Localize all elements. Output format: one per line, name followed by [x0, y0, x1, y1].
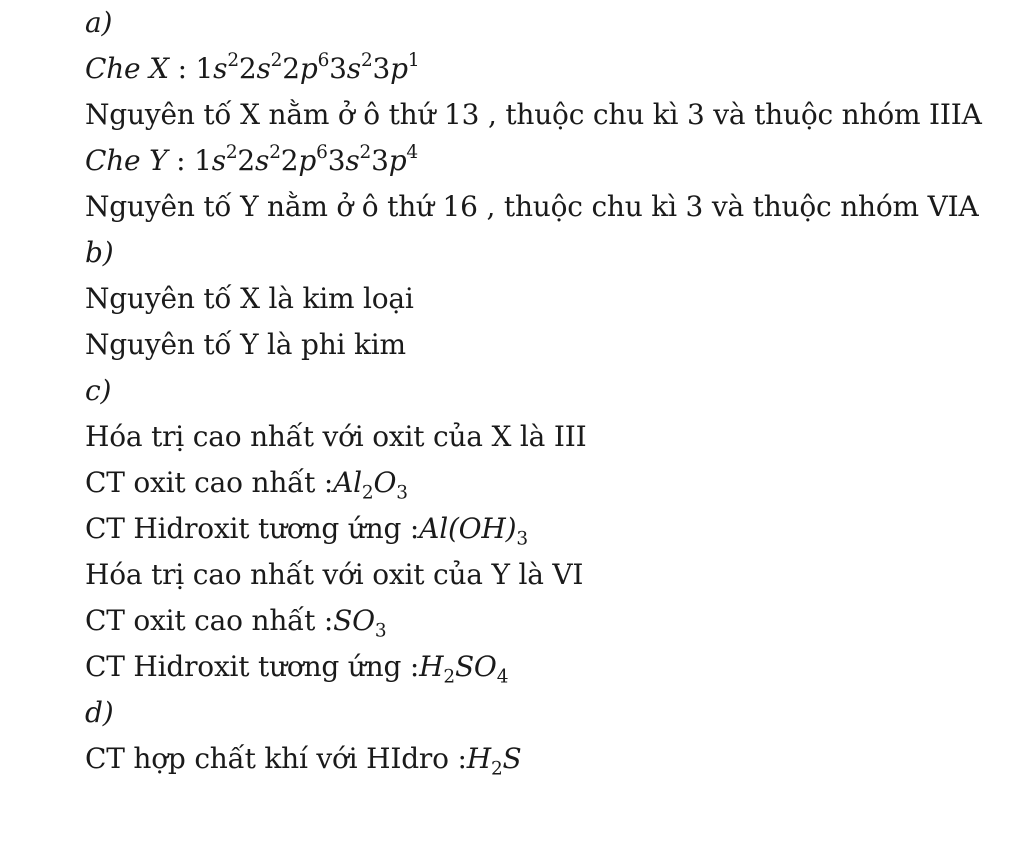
y-hydroxide-formula — [419, 650, 509, 688]
shell-number: 3 — [371, 144, 389, 177]
gas-compound-line — [85, 736, 1024, 782]
x-config-formula — [196, 52, 420, 85]
x-oxide-formula — [333, 466, 408, 504]
y-config-colon: : — [167, 144, 195, 177]
x-hydroxide-formula — [419, 512, 528, 550]
x-valence-text: Hóa trị cao nhất với oxit của X là III — [85, 420, 587, 453]
section-a-heading: a) — [85, 6, 113, 39]
shell-number: 3 — [327, 144, 346, 177]
formula-symbol: Al — [333, 466, 362, 499]
orbital-letter: s — [346, 52, 361, 85]
y-hydroxide-line — [85, 644, 1024, 690]
orbital-letter: s — [255, 144, 270, 177]
x-oxide-line — [85, 460, 1024, 506]
section-d-heading: d) — [85, 696, 114, 729]
x-position-text: Nguyên tố X nằm ở ô thứ 13 , thuộc chu kì 3 và thuộc nhóm IIIA — [85, 98, 982, 131]
shell-number: 2 — [280, 144, 299, 177]
electron-count: 1 — [407, 50, 420, 71]
y-oxide-line — [85, 598, 1024, 644]
y-hydroxide-label: CT Hidroxit tương ứng : — [85, 650, 420, 683]
x-oxide-label: CT oxit cao nhất : — [85, 466, 334, 499]
y-oxide-formula — [333, 604, 387, 642]
shell-number: 2 — [282, 52, 300, 85]
x-type-text: Nguyên tố X là kim loại — [85, 282, 414, 315]
electron-count: 2 — [269, 142, 281, 163]
x-hydroxide-label: CT Hidroxit tương ứng : — [85, 512, 420, 545]
formula-subscript: 4 — [496, 666, 509, 688]
orbital-letter: p — [390, 52, 408, 85]
orbital-letter: s — [345, 144, 360, 177]
formula-symbol: S — [502, 742, 522, 775]
answer-document — [85, 0, 1024, 782]
orbital-letter: s — [211, 144, 226, 177]
shell-number: 2 — [238, 52, 257, 85]
y-config-label: Che Y — [85, 144, 168, 177]
electron-count: 6 — [316, 142, 328, 163]
electron-count: 2 — [270, 50, 283, 71]
x-electron-config — [85, 46, 1024, 92]
orbital-letter: s — [213, 52, 228, 85]
y-position-text: Nguyên tố Y nằm ở ô thứ 16 , thuộc chu kì 3 và thuộc nhóm VIA — [85, 190, 979, 223]
electron-count: 2 — [360, 50, 373, 71]
formula-subscript: 3 — [374, 620, 387, 642]
electron-count: 4 — [406, 142, 418, 163]
orbital-letter: p — [388, 144, 407, 177]
formula-subscript: 2 — [361, 482, 374, 504]
section-c-heading: c) — [85, 374, 112, 407]
shell-number: 2 — [237, 144, 256, 177]
y-type-text: Nguyên tố Y là phi kim — [85, 328, 406, 361]
formula-subscript: 2 — [490, 758, 503, 780]
electron-count: 2 — [225, 142, 238, 163]
shell-number: 3 — [372, 52, 391, 85]
orbital-letter: p — [299, 52, 318, 85]
electron-count: 6 — [317, 50, 330, 71]
gas-compound-label: CT hợp chất khí với HIdro : — [85, 742, 467, 775]
formula-subscript: 3 — [516, 528, 528, 550]
y-config-formula — [194, 144, 418, 177]
formula-symbol: SO — [454, 650, 497, 683]
orbital-letter: p — [298, 144, 317, 177]
gas-compound-formula — [466, 742, 522, 780]
section-b-heading: b) — [85, 236, 114, 269]
electron-count: 2 — [227, 50, 239, 71]
y-valence-text: Hóa trị cao nhất với oxit của Y là VI — [85, 558, 584, 591]
x-config-colon: : — [168, 52, 196, 85]
shell-number: 1 — [195, 52, 214, 85]
shell-number: 1 — [194, 144, 212, 177]
shell-number: 3 — [329, 52, 347, 85]
formula-symbol: Al(OH) — [419, 512, 517, 545]
formula-subscript: 2 — [443, 666, 455, 688]
formula-symbol: H — [466, 742, 491, 775]
y-oxide-label: CT oxit cao nhất : — [85, 604, 334, 637]
y-electron-config — [85, 138, 1024, 184]
formula-symbol: H — [419, 650, 444, 683]
orbital-letter: s — [256, 52, 271, 85]
x-hydroxide-line — [85, 506, 1024, 552]
formula-symbol: O — [373, 466, 397, 499]
x-config-label: Che X — [85, 52, 169, 85]
electron-count: 2 — [359, 142, 372, 163]
formula-subscript: 3 — [396, 482, 408, 504]
formula-symbol: SO — [333, 604, 375, 637]
